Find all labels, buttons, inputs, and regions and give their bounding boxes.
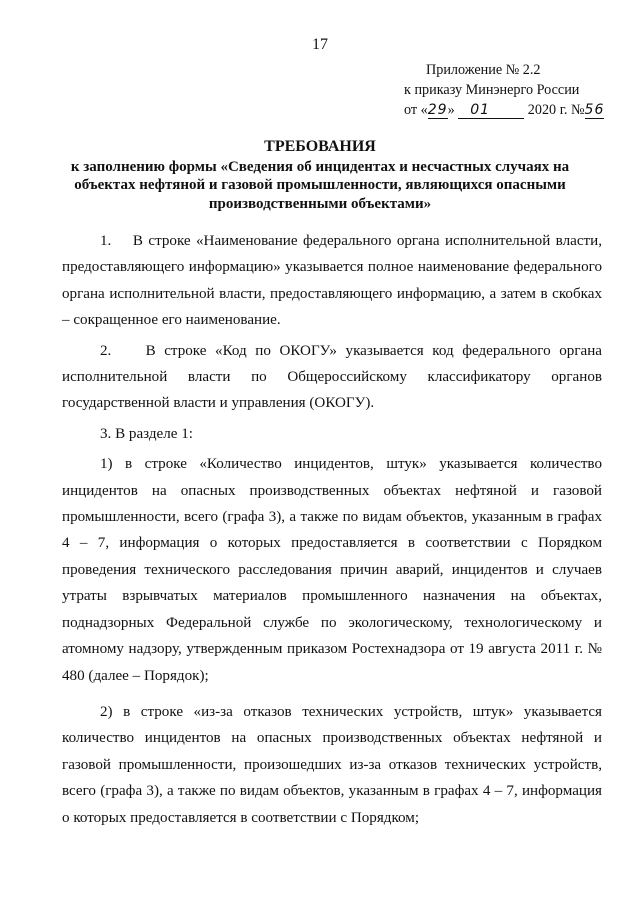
paragraph-4: 1) в строке «Количество инцидентов, штук» указывается количество инцидентов на опасных производственных объектах нефтяной и газовой промышленности, всего (графа 3), а также по видам объектов, указанным в графах 4 – 7, информация о которых предоставляется в соответствии с Порядком проведения технического расследования причин аварий, инцидентов и случаев утраты взрывчатых материалов промышленного назначения на объектах, поднадзорных Федеральной службе по экологическому, технологическому и атомному надзору, утвержденным приказом Ростехнадзора от 19 августа 2011 г. № 480 (далее – Порядок); [62,456,602,684]
appendix-date-line [404,100,614,120]
paragraph-5: 2) в строке «из-за отказов технических устройств, штук» указывается количество инцидентов на опасных производственных объектах нефтяной и газовой промышленности, произошедших из-за отказов технических устройств, всего (графа 3), а также по видам объектов, указанным в графах 4 – 7, информация о которых предоставляется в соответствии с Порядком; [62,703,602,826]
paragraph-1: 1. В строке «Наименование федерального органа исполнительной власти, предоставляющего информацию» указывается полное наименование федерального органа исполнительной власти, предоставляющего информацию, а затем в скобках – сокращенное его наименование. [62,233,602,329]
date-prefix: от « [404,102,428,118]
title-heading: ТРЕБОВАНИЯ [264,138,376,155]
appendix-number: Приложение № 2.2 [426,62,541,78]
document-title [60,138,580,213]
title-subtitle: к заполнению формы «Сведения об инцидентах и несчастных случаях на объектах нефтяной и газовой промышленности, являющихся опасными производственными объектами» [70,158,570,212]
date-day: 29 [427,102,448,118]
paragraph-2: 2. В строке «Код по ОКОГУ» указывается код федерального органа исполнительной власти по Общероссийскому классификатору органов государственной власти и управления (ОКОГУ). [62,342,602,412]
paragraph-3: 3. В разделе 1: [100,425,193,442]
appendix-order-ref: к приказу Минэнерго России [404,82,580,98]
document-body [62,228,602,841]
date-year: 2020 г. № [527,102,585,118]
appendix-block [404,60,614,120]
date-month: 01 [458,103,524,119]
order-number: 56 [584,102,605,118]
page-number: 17 [312,36,328,53]
date-mid: » [447,102,455,118]
